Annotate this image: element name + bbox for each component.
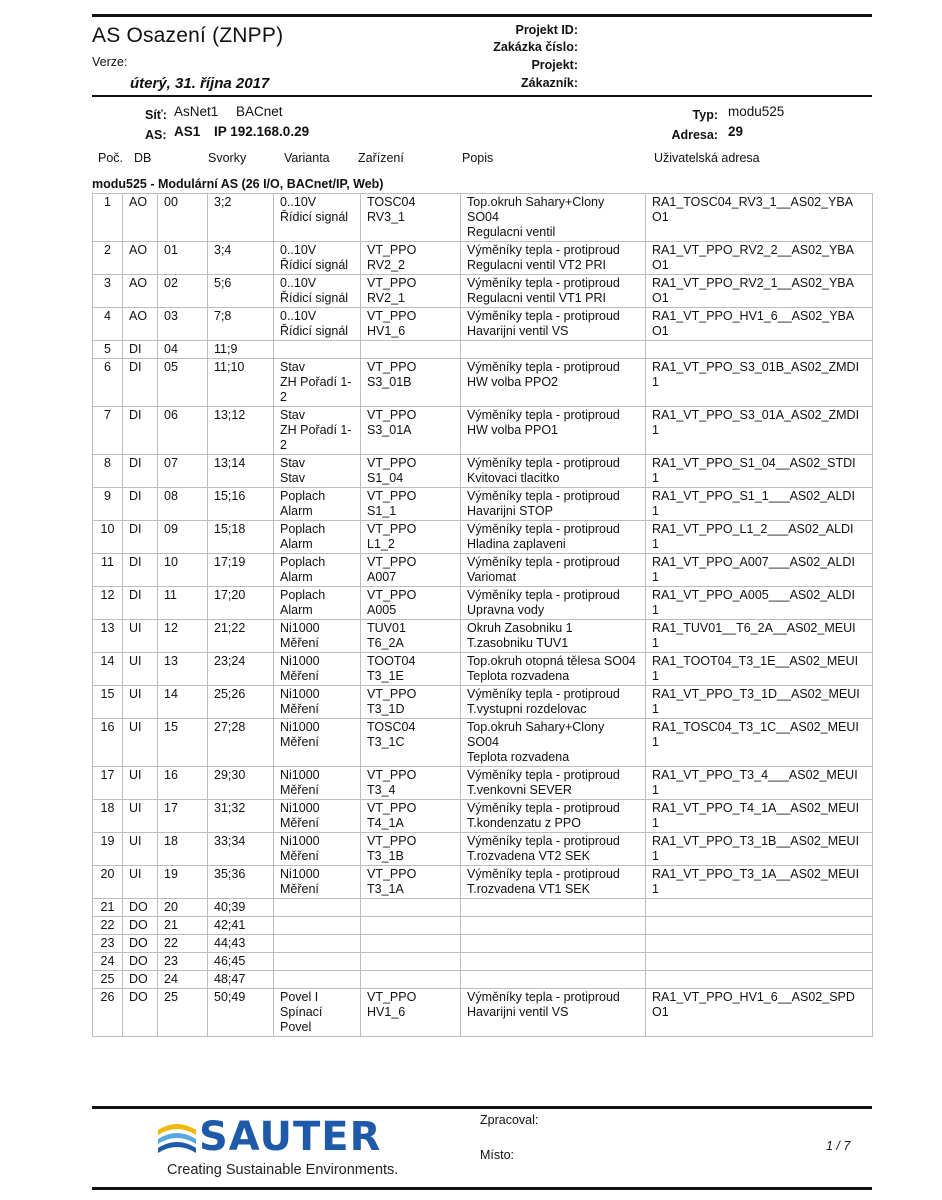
cell-signal-type: UI [123,686,158,719]
cell-device: VT_PPO HV1_6 [361,308,461,341]
cell-description: Výměníky tepla - protiproud T.venkovni SEVER [461,767,646,800]
sauter-waves-icon [155,1116,199,1160]
cell-terminals: 17;19 [208,554,274,587]
column-header-poc: Poč. [98,151,124,165]
cell-variant: 0..10V Řídicí signál [274,242,361,275]
cell-row-number: 10 [93,521,123,554]
cell-signal-type: UI [123,866,158,899]
cell-device: VT_PPO RV2_2 [361,242,461,275]
cell-terminals: 42;41 [208,917,274,935]
table-row [93,971,873,989]
cell-variant [274,953,361,971]
cell-db-number: 22 [158,935,208,953]
cell-signal-type: DI [123,455,158,488]
cell-description: Top.okruh otopná tělesa SO04 Teplota rozvadena [461,653,646,686]
cell-device [361,341,461,359]
cell-description: Výměníky tepla - protiproud HW volba PPO2 [461,359,646,407]
table-row [93,407,873,455]
cell-device: TUV01 T6_2A [361,620,461,653]
cell-signal-type: UI [123,620,158,653]
table-row [93,899,873,917]
cell-db-number: 19 [158,866,208,899]
cell-signal-type: DI [123,341,158,359]
cell-description: Výměníky tepla - protiproud T.kondenzatu z PPO [461,800,646,833]
project-label: Projekt: [531,58,578,72]
table-row [93,275,873,308]
cell-row-number: 15 [93,686,123,719]
cell-terminals: 50;49 [208,989,274,1037]
cell-device: TOOT04 T3_1E [361,653,461,686]
cell-variant: Ni1000 Měření [274,866,361,899]
cell-row-number: 24 [93,953,123,971]
cell-device: VT_PPO S1_04 [361,455,461,488]
cell-user-address: RA1_TOSC04_T3_1C__AS02_MEUI 1 [646,719,873,767]
cell-signal-type: UI [123,653,158,686]
cell-description: Výměníky tepla - protiproud Kvitovaci tlacitko [461,455,646,488]
cell-db-number: 00 [158,194,208,242]
cell-db-number: 17 [158,800,208,833]
logo-tagline: Creating Sustainable Environments. [167,1162,399,1178]
cell-variant: Poplach Alarm [274,554,361,587]
table-row [93,935,873,953]
cell-signal-type: DI [123,554,158,587]
cell-variant [274,899,361,917]
cell-device: VT_PPO S1_1 [361,488,461,521]
cell-signal-type: DO [123,953,158,971]
cell-user-address: RA1_VT_PPO_RV2_1__AS02_YBA O1 [646,275,873,308]
cell-device: VT_PPO A005 [361,587,461,620]
table-row [93,587,873,620]
cell-variant: Ni1000 Měření [274,686,361,719]
cell-device: VT_PPO T3_1B [361,833,461,866]
cell-terminals: 3;4 [208,242,274,275]
cell-row-number: 3 [93,275,123,308]
document-date: úterý, 31. října 2017 [130,75,270,92]
cell-signal-type: AO [123,308,158,341]
document-title: AS Osazení (ZNPP) [92,24,284,47]
cell-variant: Povel I Spínací Povel [274,989,361,1037]
cell-terminals: 46;45 [208,953,274,971]
processed-by-label: Zpracoval: [480,1113,539,1127]
cell-description: Okruh Zasobniku 1 T.zasobniku TUV1 [461,620,646,653]
cell-db-number: 13 [158,653,208,686]
table-row [93,686,873,719]
page-number: 1 / 7 [826,1139,851,1153]
cell-device: VT_PPO T3_1D [361,686,461,719]
table-row [93,767,873,800]
cell-variant: Poplach Alarm [274,587,361,620]
cell-description: Výměníky tepla - protiproud Regulacni ventil VT2 PRI [461,242,646,275]
cell-description: Výměníky tepla - protiproud Variomat [461,554,646,587]
cell-terminals: 15;16 [208,488,274,521]
cell-db-number: 03 [158,308,208,341]
cell-row-number: 14 [93,653,123,686]
cell-device: TOSC04 RV3_1 [361,194,461,242]
cell-row-number: 5 [93,341,123,359]
cell-description [461,971,646,989]
cell-db-number: 18 [158,833,208,866]
type-label: Typ: [692,108,718,122]
cell-row-number: 8 [93,455,123,488]
cell-device: VT_PPO A007 [361,554,461,587]
cell-variant: 0..10V Řídicí signál [274,308,361,341]
cell-row-number: 19 [93,833,123,866]
cell-signal-type: DI [123,521,158,554]
cell-variant: Ni1000 Měření [274,719,361,767]
cell-db-number: 02 [158,275,208,308]
table-row [93,488,873,521]
cell-variant: Poplach Alarm [274,521,361,554]
cell-variant [274,971,361,989]
column-header-user-address: Uživatelská adresa [654,151,760,165]
address-value: 29 [728,124,744,139]
ip-value: IP 192.168.0.29 [214,124,310,139]
table-row [93,242,873,275]
cell-db-number: 10 [158,554,208,587]
cell-signal-type: AO [123,275,158,308]
cell-db-number: 08 [158,488,208,521]
cell-signal-type: UI [123,800,158,833]
cell-terminals: 25;26 [208,686,274,719]
section-title: modu525 - Modulární AS (26 I/O, BACnet/IP, Web) [92,177,384,191]
cell-terminals: 48;47 [208,971,274,989]
cell-user-address: RA1_VT_PPO_T3_4___AS02_MEUI 1 [646,767,873,800]
cell-device: VT_PPO RV2_1 [361,275,461,308]
cell-terminals: 13;14 [208,455,274,488]
cell-description: Výměníky tepla - protiproud T.rozvadena VT2 SEK [461,833,646,866]
cell-row-number: 21 [93,899,123,917]
as-value: AS1 [174,124,201,139]
column-header-db: DB [134,151,152,165]
cell-db-number: 11 [158,587,208,620]
cell-terminals: 13;12 [208,407,274,455]
cell-variant: Stav ZH Pořadí 1- 2 [274,407,361,455]
cell-row-number: 1 [93,194,123,242]
cell-variant: 0..10V Řídicí signál [274,194,361,242]
cell-variant: Ni1000 Měření [274,653,361,686]
cell-terminals: 27;28 [208,719,274,767]
cell-variant: 0..10V Řídicí signál [274,275,361,308]
cell-device [361,935,461,953]
cell-description: Top.okruh Sahary+Clony SO04 Regulacni ventil [461,194,646,242]
cell-variant [274,341,361,359]
logo-brand: SAUTER [199,1114,382,1160]
bottom-rule [92,1187,872,1190]
cell-signal-type: DI [123,587,158,620]
cell-row-number: 13 [93,620,123,653]
cell-terminals: 7;8 [208,308,274,341]
cell-row-number: 23 [93,935,123,953]
table-row [93,455,873,488]
io-table [92,193,873,1037]
cell-device: VT_PPO T4_1A [361,800,461,833]
cell-terminals: 29;30 [208,767,274,800]
cell-db-number: 05 [158,359,208,407]
cell-db-number: 09 [158,521,208,554]
table-row [93,719,873,767]
as-label: AS: [145,128,167,142]
cell-device [361,971,461,989]
cell-signal-type: DI [123,488,158,521]
cell-terminals: 11;10 [208,359,274,407]
cell-description [461,917,646,935]
table-row [93,833,873,866]
cell-user-address: RA1_VT_PPO_T3_1B__AS02_MEUI 1 [646,833,873,866]
column-header-description: Popis [462,151,494,165]
cell-terminals: 3;2 [208,194,274,242]
cell-db-number: 14 [158,686,208,719]
type-value: modu525 [728,104,785,119]
table-row [93,308,873,341]
cell-variant: Ni1000 Měření [274,800,361,833]
cell-description: Top.okruh Sahary+Clony SO04 Teplota rozvadena [461,719,646,767]
cell-user-address [646,917,873,935]
cell-user-address: RA1_VT_PPO_S3_01A_AS02_ZMDI 1 [646,407,873,455]
cell-row-number: 9 [93,488,123,521]
cell-user-address: RA1_VT_PPO_T3_1D__AS02_MEUI 1 [646,686,873,719]
net-label: Síť: [145,108,167,122]
cell-device [361,953,461,971]
table-row [93,341,873,359]
table-row [93,800,873,833]
table-row [93,653,873,686]
cell-description: Výměníky tepla - protiproud Havarijni ventil VS [461,308,646,341]
cell-row-number: 16 [93,719,123,767]
cell-db-number: 06 [158,407,208,455]
cell-row-number: 6 [93,359,123,407]
cell-variant: Stav ZH Pořadí 1- 2 [274,359,361,407]
cell-description [461,935,646,953]
cell-signal-type: DO [123,935,158,953]
cell-row-number: 4 [93,308,123,341]
table-row [93,866,873,899]
cell-terminals: 15;18 [208,521,274,554]
cell-terminals: 33;34 [208,833,274,866]
address-label: Adresa: [671,128,718,142]
cell-row-number: 2 [93,242,123,275]
cell-signal-type: UI [123,719,158,767]
column-header-variant: Varianta [284,151,330,165]
cell-db-number: 23 [158,953,208,971]
cell-device [361,899,461,917]
cell-terminals: 5;6 [208,275,274,308]
table-row [93,620,873,653]
cell-device: VT_PPO HV1_6 [361,989,461,1037]
cell-description: Výměníky tepla - protiproud Hladina zaplaveni [461,521,646,554]
cell-signal-type: DO [123,899,158,917]
cell-terminals: 40;39 [208,899,274,917]
cell-db-number: 24 [158,971,208,989]
cell-db-number: 16 [158,767,208,800]
column-header-terminals: Svorky [208,151,247,165]
table-row [93,521,873,554]
column-header-device: Zařízení [358,151,404,165]
cell-db-number: 01 [158,242,208,275]
cell-terminals: 23;24 [208,653,274,686]
table-row [93,554,873,587]
cell-terminals: 31;32 [208,800,274,833]
table-row [93,194,873,242]
cell-variant: Poplach Alarm [274,488,361,521]
cell-description: Výměníky tepla - protiproud Havarijni STOP [461,488,646,521]
cell-user-address: RA1_VT_PPO_S1_04__AS02_STDI 1 [646,455,873,488]
customer-label: Zákazník: [521,76,578,90]
sauter-logo [155,1112,415,1182]
cell-description [461,899,646,917]
cell-variant [274,917,361,935]
cell-device: VT_PPO T3_1A [361,866,461,899]
top-rule [92,14,872,17]
cell-terminals: 17;20 [208,587,274,620]
cell-row-number: 17 [93,767,123,800]
cell-device: VT_PPO L1_2 [361,521,461,554]
cell-user-address: RA1_TUV01__T6_2A__AS02_MEUI 1 [646,620,873,653]
cell-user-address: RA1_VT_PPO_T3_1A__AS02_MEUI 1 [646,866,873,899]
cell-variant [274,935,361,953]
cell-user-address: RA1_VT_PPO_A007___AS02_ALDI 1 [646,554,873,587]
cell-terminals: 44;43 [208,935,274,953]
cell-variant: Ni1000 Měření [274,620,361,653]
cell-variant: Ni1000 Měření [274,767,361,800]
cell-row-number: 7 [93,407,123,455]
cell-variant: Stav Stav [274,455,361,488]
cell-db-number: 15 [158,719,208,767]
header-rule [92,95,872,97]
cell-terminals: 11;9 [208,341,274,359]
cell-signal-type: DO [123,989,158,1037]
cell-user-address: RA1_VT_PPO_HV1_6__AS02_YBA O1 [646,308,873,341]
cell-description [461,953,646,971]
cell-description: Výměníky tepla - protiproud Havarijni ventil VS [461,989,646,1037]
cell-db-number: 25 [158,989,208,1037]
cell-signal-type: DO [123,971,158,989]
cell-description: Výměníky tepla - protiproud Upravna vody [461,587,646,620]
cell-device [361,917,461,935]
version-label: Verze: [92,55,128,69]
cell-signal-type: DI [123,359,158,407]
place-label: Místo: [480,1148,515,1162]
cell-signal-type: AO [123,194,158,242]
cell-user-address: RA1_VT_PPO_HV1_6__AS02_SPD O1 [646,989,873,1037]
table-row [93,917,873,935]
cell-user-address: RA1_TOOT04_T3_1E__AS02_MEUI 1 [646,653,873,686]
cell-user-address [646,971,873,989]
cell-description: Výměníky tepla - protiproud Regulacni ventil VT1 PRI [461,275,646,308]
net-protocol: BACnet [236,104,283,119]
cell-description: Výměníky tepla - protiproud T.vystupni rozdelovac [461,686,646,719]
cell-user-address: RA1_VT_PPO_A005___AS02_ALDI 1 [646,587,873,620]
cell-description: Výměníky tepla - protiproud HW volba PPO1 [461,407,646,455]
cell-row-number: 18 [93,800,123,833]
cell-user-address [646,899,873,917]
cell-db-number: 12 [158,620,208,653]
cell-signal-type: DO [123,917,158,935]
cell-db-number: 07 [158,455,208,488]
cell-db-number: 21 [158,917,208,935]
cell-user-address [646,953,873,971]
footer-rule [92,1106,872,1109]
cell-signal-type: AO [123,242,158,275]
cell-user-address: RA1_VT_PPO_S1_1___AS02_ALDI 1 [646,488,873,521]
cell-device: TOSC04 T3_1C [361,719,461,767]
cell-signal-type: UI [123,767,158,800]
table-row [93,359,873,407]
cell-description: Výměníky tepla - protiproud T.rozvadena VT1 SEK [461,866,646,899]
cell-signal-type: UI [123,833,158,866]
cell-variant: Ni1000 Měření [274,833,361,866]
cell-row-number: 26 [93,989,123,1037]
cell-user-address: RA1_VT_PPO_T4_1A__AS02_MEUI 1 [646,800,873,833]
cell-description [461,341,646,359]
order-number-label: Zakázka číslo: [493,40,578,54]
cell-user-address: RA1_VT_PPO_RV2_2__AS02_YBA O1 [646,242,873,275]
cell-row-number: 25 [93,971,123,989]
table-row [93,953,873,971]
cell-terminals: 21;22 [208,620,274,653]
cell-user-address: RA1_TOSC04_RV3_1__AS02_YBA O1 [646,194,873,242]
cell-row-number: 12 [93,587,123,620]
cell-user-address: RA1_VT_PPO_L1_2___AS02_ALDI 1 [646,521,873,554]
cell-row-number: 22 [93,917,123,935]
cell-user-address [646,935,873,953]
table-row [93,989,873,1037]
cell-terminals: 35;36 [208,866,274,899]
net-value: AsNet1 [174,104,219,119]
project-id-label: Projekt ID: [515,23,578,37]
cell-user-address: RA1_VT_PPO_S3_01B_AS02_ZMDI 1 [646,359,873,407]
cell-user-address [646,341,873,359]
cell-row-number: 11 [93,554,123,587]
cell-row-number: 20 [93,866,123,899]
cell-db-number: 20 [158,899,208,917]
cell-device: VT_PPO S3_01A [361,407,461,455]
cell-db-number: 04 [158,341,208,359]
cell-device: VT_PPO T3_4 [361,767,461,800]
cell-device: VT_PPO S3_01B [361,359,461,407]
cell-signal-type: DI [123,407,158,455]
